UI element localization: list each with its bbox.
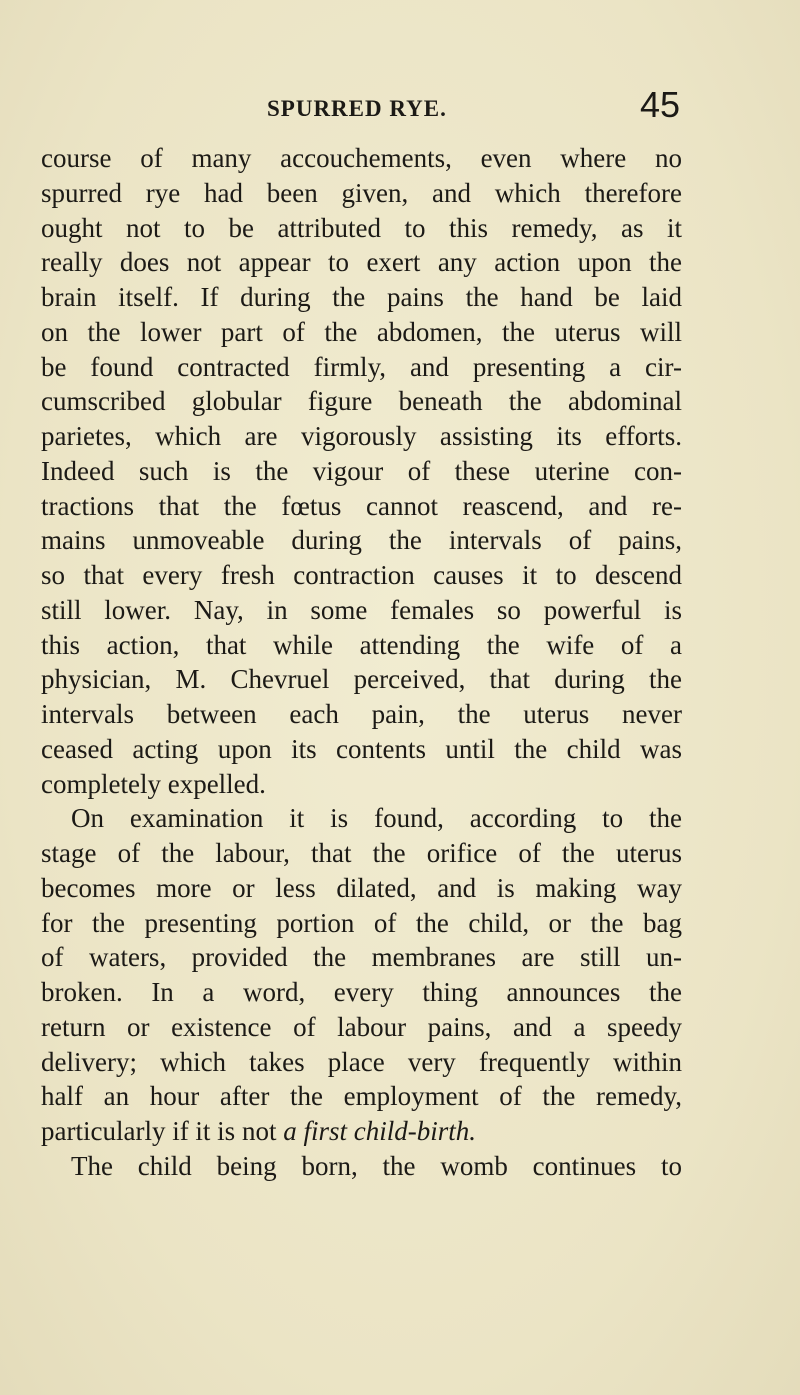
page-number: 45 xyxy=(639,84,680,125)
text-line-start: particularly if it is not xyxy=(41,1116,277,1146)
text-line: brain itself. If during the pains the hand be laid xyxy=(41,282,682,312)
text-line: return or existence of labour pains, and a speedy xyxy=(41,1011,682,1042)
text-line: spurred rye had been given, and which therefore xyxy=(41,177,682,208)
text-line: ought not to be attributed to this remedy, as it xyxy=(41,212,682,243)
text-line: becomes more or less dilated, and is making way xyxy=(41,872,682,903)
text-line: ceased acting upon its contents until the child was xyxy=(41,733,682,764)
text-line: completely expelled. xyxy=(41,768,266,799)
text-line: still lower. Nay, in some females so powerful is xyxy=(41,594,682,625)
text-line: stage of the labour, that the orifice of the uterus xyxy=(41,838,682,868)
text-line: intervals between each pain, the uterus never xyxy=(41,699,682,729)
text-line: really does not appear to exert any action upon the xyxy=(41,247,682,278)
italic-phrase: a first child-birth. xyxy=(283,1116,476,1146)
text-line-with-italic xyxy=(41,1114,682,1149)
text-line: on the lower part of the abdomen, the uterus will xyxy=(41,316,682,347)
running-head xyxy=(40,84,680,130)
text-line: of waters, provided the membranes are still un- xyxy=(41,942,682,973)
text-line: The child being born, the womb continues to xyxy=(71,1150,682,1181)
text-line: cumscribed globular figure beneath the abdominal xyxy=(41,386,682,417)
text-line: parietes, which are vigorously assisting its efforts. xyxy=(41,421,682,451)
text-line: physician, M. Chevruel perceived, that during the xyxy=(41,664,682,695)
text-line: so that every fresh contraction causes it to descend xyxy=(41,560,682,590)
running-title: SPURRED RYE. xyxy=(267,96,447,121)
text-line: tractions that the fœtus cannot reascend, and re- xyxy=(41,490,682,521)
text-line: course of many accouchements, even where no xyxy=(41,143,682,173)
text-line: delivery; which takes place very frequently within xyxy=(41,1046,682,1077)
text-line: be found contracted firmly, and presenting a cir- xyxy=(41,351,682,382)
text-line: half an hour after the employment of the remedy, xyxy=(41,1081,682,1112)
text-line: broken. In a word, every thing announces the xyxy=(41,977,682,1007)
text-line: On examination it is found, according to the xyxy=(71,803,682,834)
text-line: this action, that while attending the wife of a xyxy=(41,629,682,660)
text-line: Indeed such is the vigour of these uterine con- xyxy=(41,455,682,486)
text-line: for the presenting portion of the child, or the bag xyxy=(41,907,682,938)
text-line: mains unmoveable during the intervals of pains, xyxy=(41,525,682,556)
body-text xyxy=(41,141,682,1184)
